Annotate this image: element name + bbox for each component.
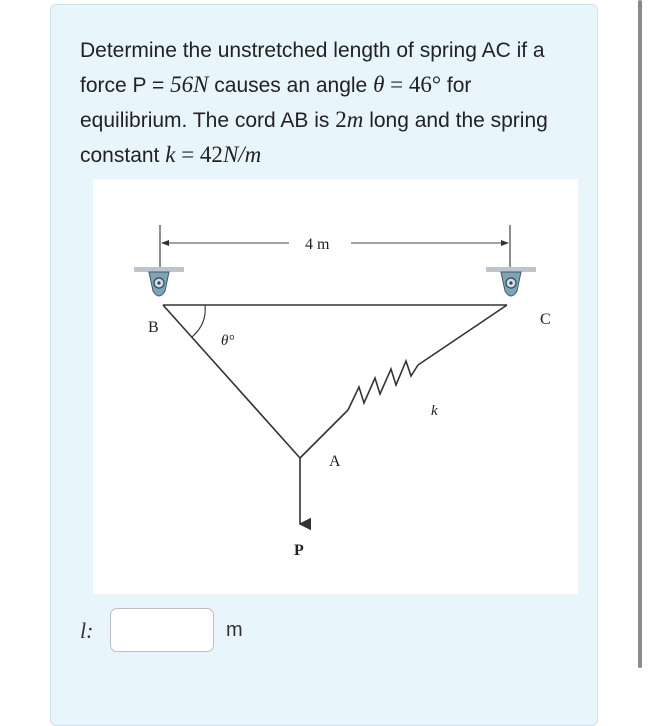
point-c-label: C <box>540 311 551 328</box>
length-answer-input[interactable] <box>110 608 214 652</box>
scrollbar[interactable] <box>638 0 642 668</box>
theta-symbol: θ <box>373 72 385 97</box>
spring-lead-a <box>300 410 348 458</box>
cord-ab <box>163 305 300 458</box>
angle-label: θ° <box>221 333 235 349</box>
cord-length: 2 <box>335 107 347 132</box>
answer-unit: m <box>226 619 243 641</box>
answer-row <box>80 608 380 654</box>
force-label: P <box>294 542 304 559</box>
answer-label: l: <box>80 618 94 643</box>
support-b <box>134 267 184 296</box>
spring-label: k <box>431 403 438 419</box>
spring-coil <box>348 361 418 410</box>
diagram-svg <box>93 179 578 594</box>
spring-lead-c <box>418 305 507 365</box>
question-text: Determine the unstretched length of spring AC if a force P = 56N causes an angle θ = 46° for equilibrium. The cord AB is 2m long and the spring constant k = 42N/m <box>80 39 548 167</box>
force-value: 56 <box>170 72 194 97</box>
angle-arc <box>192 305 205 337</box>
dimension-label: 4 m <box>305 236 330 253</box>
point-a-label: A <box>329 453 341 470</box>
point-b-label: B <box>148 319 159 336</box>
diagram-figure <box>93 179 578 594</box>
k-symbol: k <box>165 142 176 167</box>
support-c <box>486 267 536 296</box>
